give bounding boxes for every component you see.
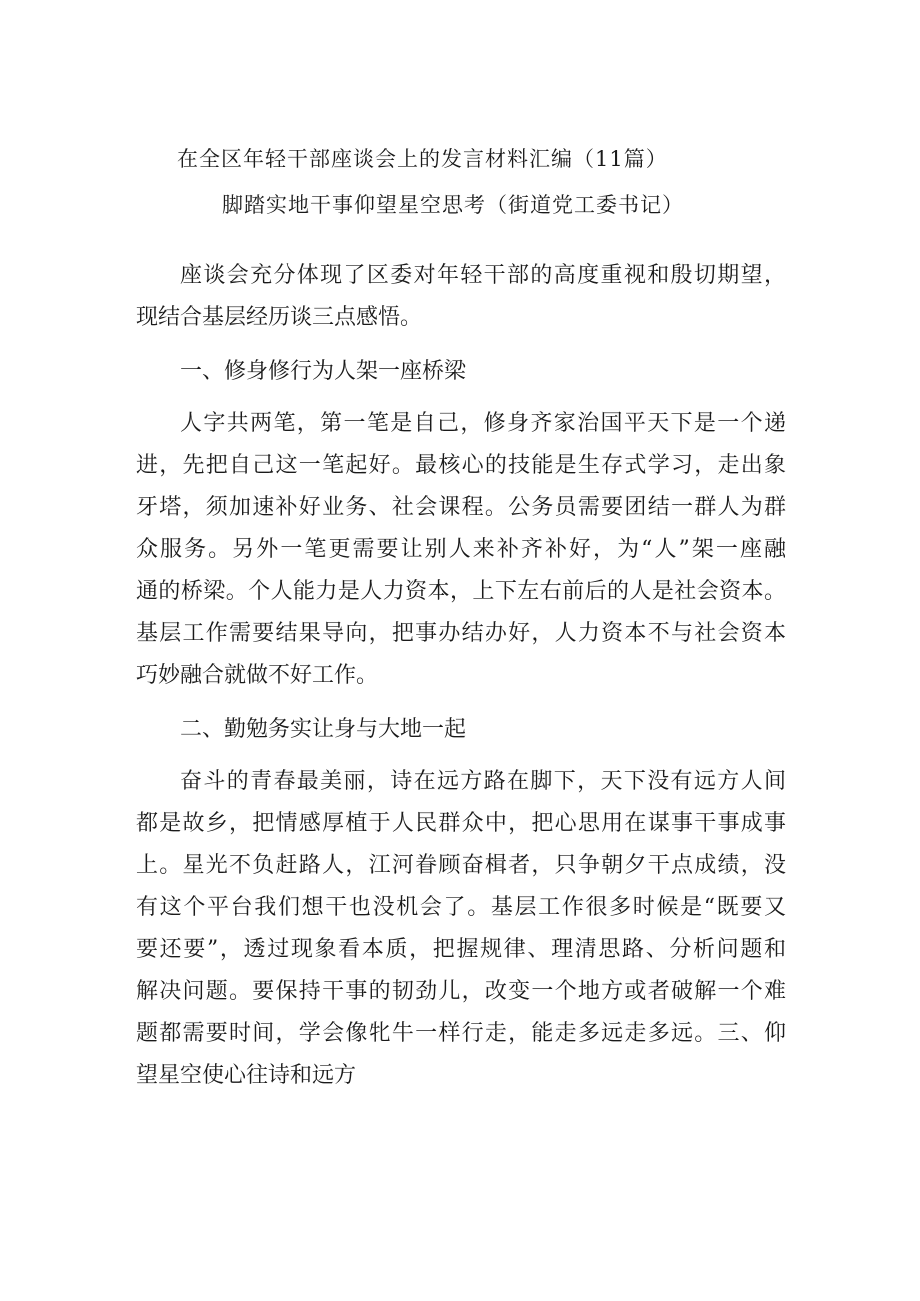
paragraph-line: 上。星光不负赶路人，江河眷顾奋楫者，只争朝夕干点成绩，没 [136,853,786,878]
section-heading-1: 一、修身修行为人架一座桥梁 [180,359,467,384]
paragraph-line: 牙塔，须加速补好业务、社会课程。公务员需要团结一群人为群 [136,495,786,520]
paragraph-line: 巧妙融合就做不好工作。 [136,663,379,688]
paragraph-line: 解决问题。要保持干事的韧劲儿，改变一个地方或者破解一个难 [136,979,786,1004]
paragraph-line: 人字共两笔，第一笔是自己，修身齐家治国平天下是一个递 [180,411,786,436]
paragraph-line: 有这个平台我们想干也没机会了。基层工作很多时候是“既要又 [136,895,786,920]
paragraph-line: 进，先把自己这一笔起好。最核心的技能是生存式学习，走出象 [136,453,786,478]
paragraph-line: 要还要”，透过现象看本质，把握规律、理清思路、分析问题和 [136,937,786,962]
section-title: 脚踏实地干事仰望星空思考（街道党工委书记） [222,193,684,217]
paragraph-line: 现结合基层经历谈三点感悟。 [136,305,423,330]
paragraph-line: 座谈会充分体现了区委对年轻干部的高度重视和殷切期望， [180,263,786,288]
paragraph-1 [136,403,786,697]
paragraph-line: 基层工作需要结果导向，把事办结办好，人力资本不与社会资本 [136,621,786,646]
paragraph-line: 题都需要时间，学会像牝牛一样行走，能走多远走多远。三、仰 [136,1021,786,1046]
section-heading-2: 二、勤勉务实让身与大地一起 [180,717,467,742]
paragraph-line: 通的桥梁。个人能力是人力资本，上下左右前后的人是社会资本。 [136,579,786,604]
paragraph-2 [136,761,786,1097]
paragraph-line: 奋斗的青春最美丽，诗在远方路在脚下，天下没有远方人间 [180,769,786,794]
intro-paragraph [136,255,786,339]
paragraph-line: 都是故乡，把情感厚植于人民群众中，把心思用在谋事干事成事 [136,811,786,836]
document-title: 在全区年轻干部座谈会上的发言材料汇编（11篇） [177,147,668,171]
paragraph-line: 众服务。另外一笔更需要让别人来补齐补好，为“人”架一座融 [136,537,786,562]
document-body [136,255,786,1107]
paragraph-line: 望星空使心往诗和远方 [136,1063,357,1088]
